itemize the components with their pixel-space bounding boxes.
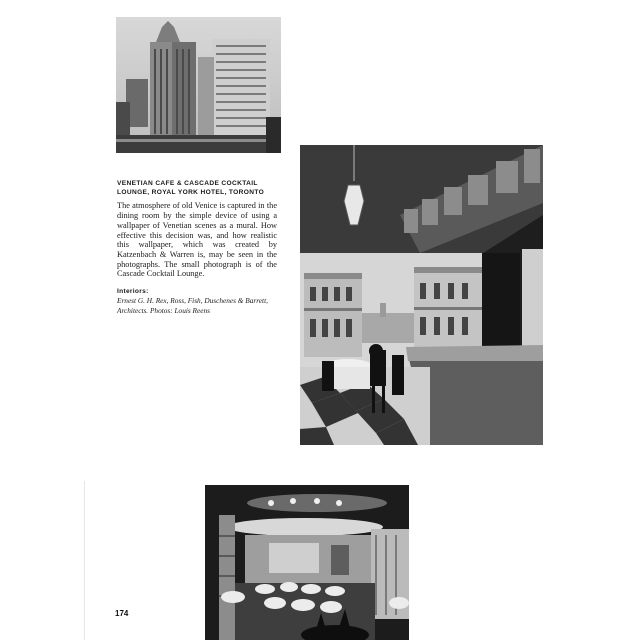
cascade-lounge-photo [205,485,409,640]
caption-title: VENETIAN CAFE & CASCADE COCKTAIL LOUNGE, ROYAL YORK HOTEL, TORONTO [117,180,265,197]
credits-body: Ernest G. H. Rex, Ross, Fish, Duschenes & Barrett, Architects. Photos: Louis Reens [117,296,268,316]
page-number: 174 [115,609,129,618]
credits-heading: Interiors: [117,288,149,296]
caption-block [117,179,277,316]
page-edge-shadow [84,481,85,640]
hotel-exterior-photo [116,17,281,153]
venetian-cafe-photo [300,145,543,445]
caption-body: The atmosphere of old Venice is captured in the dining room by the simple device of using a wallpaper of Venetian scenes as a mural. How effective this decision was, and how realistic this wallpaper, which was created by Katzenbach & Warren is, may be seen in the photographs. The small photograph is of the Cascade Cocktail Lounge. [117,201,277,279]
